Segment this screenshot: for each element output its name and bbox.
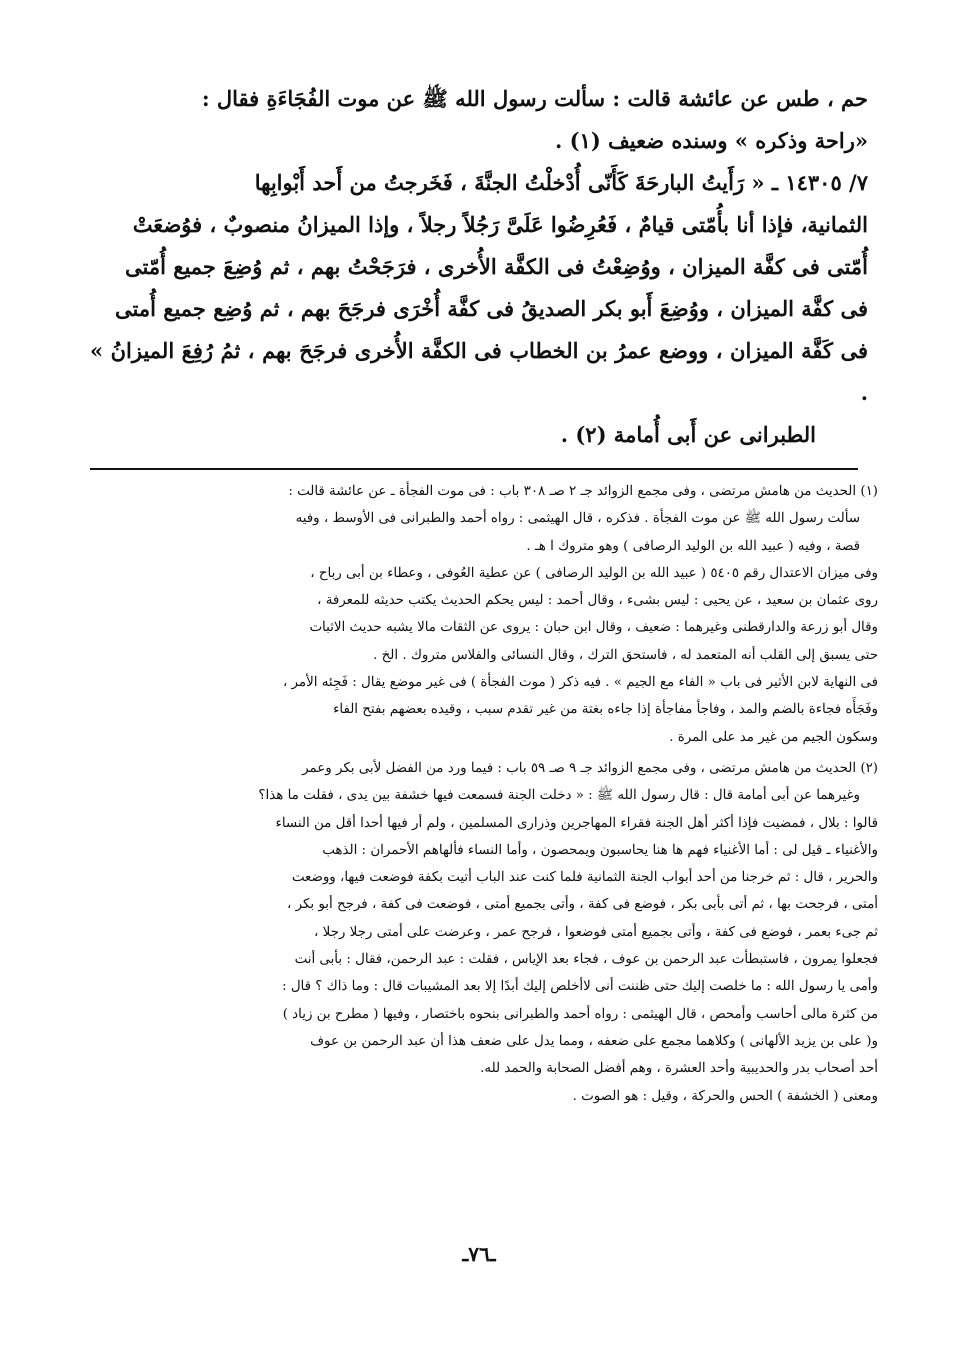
main-line: أُمّتى فى كفَّة الميزان ، ووُضِعْتُ فى الكفَّة الأُخرى ، فرَجَحْتُ بهم ، ثم وُضِعَ جميع أُمّتى — [125, 254, 868, 279]
footnote-divider — [90, 468, 858, 470]
main-line: «راحة وذكره » وسنده ضعيف (١) . — [554, 128, 868, 153]
main-line: ٧/ ١٤٣٠٥ ـ « رَأَيتُ البارحَةَ كَأَنّى أُدْخلْتُ الجنَّةَ ، فَخَرجتُ من أَحد أَبْوابِها — [254, 170, 868, 195]
hadith-main-text — [90, 78, 868, 456]
footnote-line: وفَجَأَه فجاءة بالضم والمد ، وفاجأ مفاجأة إذا جاءه بغتة من غير تقدم سبب ، وقيده بعضهم بفتح الفاء — [333, 702, 878, 718]
footnote-line: والأغنياء ـ قيل لى : أما الأغنياء فهم ها هنا يحاسبون ويمحصون ، وأما النساء فألهاهم الأحمران : الذهب — [322, 842, 878, 858]
page-number: ـ٧٦ـ — [462, 1242, 496, 1266]
main-line: الثمانية، فإذا أنا بأُمّتى قيامٌ ، فَعُرِضُوا عَلَىَّ رَجُلاً رجلاً ، وإذا الميزانُ منصوبٌ ، فوُضعَتْ — [132, 212, 868, 237]
footnote-line: قالوا : بلال ، فمضيت فإذا أكثر أهل الجنة فقراء المهاجرين وذرارى المسلمين ، ولم أر فيها أحدا أقل من النساء — [275, 815, 878, 831]
footnote-line: فى النهاية لابن الأثير فى باب « الفاء مع الجيم » . فيه ذكر ( موت الفجأة ) فى غير موضع يقال : فَجِئه الأمر ، — [282, 675, 878, 691]
footnote-line: أحد أصحاب بدر والحديبية وأحد العشرة ، وهم أفضل الصحابة والحمد لله. — [480, 1061, 878, 1077]
footnote-line: و( على بن يزيد الألهانى ) وكلاهما مجمع على ضعفه ، ومما يدل على ضعف هذا أن عبد الرحمن بن عوف — [310, 1033, 878, 1049]
main-line: فى كفَّة الميزان ، ووُضِعَ أَبو بكر الصديقُ فى كفَّة أُخْرَى فرجَحَ بهم ، ثم وُضِع جميع أُمتى — [115, 296, 868, 321]
main-line-source: الطبرانى عن أَبى أُمامة (٢) . — [560, 422, 816, 447]
footnote-line: وسكون الجيم من غير مد على المرة . — [669, 729, 878, 745]
main-line: فى كَفَّة الميزان ، ووضع عمرُ بن الخطاب فى الكفَّة الأُخرى فرجَحَ بهم ، ثمُ رُفِعَ الميزانُ » . — [90, 338, 868, 405]
footnotes — [70, 478, 878, 1110]
footnote-line: وقال أبو زرعة والدارقطنى وغيرهما : ضعيف ، وقال ابن حبان : يروى عن الثقات مالا يشبه حديث الاثبات — [309, 620, 878, 636]
footnote-line: والحرير ، قال : ثم خرجنا من أحد أبواب الجنة الثمانية فلما كنت عند الباب أتيت بكفة فوضعت فيها، ووضعت — [291, 870, 878, 886]
footnote-line: حتى يسبق إلى القلب أنه المتعمد له ، فاستحق الترك ، وقال النسائى والفلاس متروك . الخ . — [373, 647, 878, 663]
footnote-line: (٢) الحديث من هامش مرتضى ، وفى مجمع الزوائد جـ ٩ صـ ٥٩ باب : فيما ورد من الفضل لأبى بكر وعمر — [302, 760, 878, 776]
footnote-line: وفى ميزان الاعتدال رقم ٥٤٠٥ ( عبيد الله بن الوليد الرصافى ) عن عطية العُوفى ، وعطاء بن أبى رباح ، — [310, 565, 878, 581]
footnote-line: من كثرة مالى أحاسب وأمحص ، قال الهيثمى : رواه أحمد والطبرانى بنحوه باختصار ، وفيها ( مطرح بن زياد ) — [282, 1006, 878, 1022]
footnote-line: فجعلوا يمرون ، فاستبطأت عبد الرحمن بن عوف ، فجاء بعد الإياس ، فقلت : عبد الرحمن، فقال : بأبى أنت — [294, 952, 878, 968]
footnote-line: سألت رسول الله ﷺ عن موت الفجأة . فذكره ، قال الهيثمى : رواه أحمد والطبرانى فى الأوسط ، وفيه — [295, 511, 860, 527]
footnote-line: وأمى يا رسول الله : ما خلصت إليك حتى ظننت أنى لاأخلص إليك أبدًا إلا بعد المشيبات قال : وما ذاك ؟ قال : — [282, 979, 878, 995]
footnote-line: أمتى ، فرجحت بها ، ثم أتى بأبى بكر ، فوضع فى كفة ، وأتى بجميع أمتى ، فوضعت فى كفة ، فرجح أبو بكر ، — [287, 897, 878, 913]
footnote-line: (١) الحديث من هامش مرتضى ، وفى مجمع الزوائد جـ ٢ صـ ٣٠٨ باب : فى موت الفجأة ـ عن عائشة قالت : — [288, 484, 878, 499]
footnote-line: وغيرهما عن أبى أمامة قال : قال رسول الله ﷺ : « دخلت الجنة فسمعت فيها خشفة بين يدى ، فقلت ما هذا؟ — [258, 788, 860, 804]
footnote-line: قصة ، وفيه ( عبيد الله بن الوليد الرصافى ) وهو متروك ا هـ . — [526, 538, 860, 554]
main-line: حم ، طس عن عائشة قالت : سألت رسول الله ﷺ عن موت الفُجَاءَةِ فقال : — [201, 86, 868, 111]
footnote-line: روى عثمان بن سعيد ، عن يحيى : ليس بشىء ، وقال أحمد : ليس يحكم الحديث يكتب حديثه للمعرفة ، — [317, 593, 878, 609]
footnote-line: ثم جىء بعمر ، فوضع فى كفة ، وأتى بجميع أمتى فوضعوا ، فرجح عمر ، وعرضت على أمتى رجلا رجلا ، — [314, 924, 878, 940]
footnote-line: ومعنى ( الخشفة ) الحس والحركة ، وقيل : هو الصوت . — [572, 1088, 878, 1104]
